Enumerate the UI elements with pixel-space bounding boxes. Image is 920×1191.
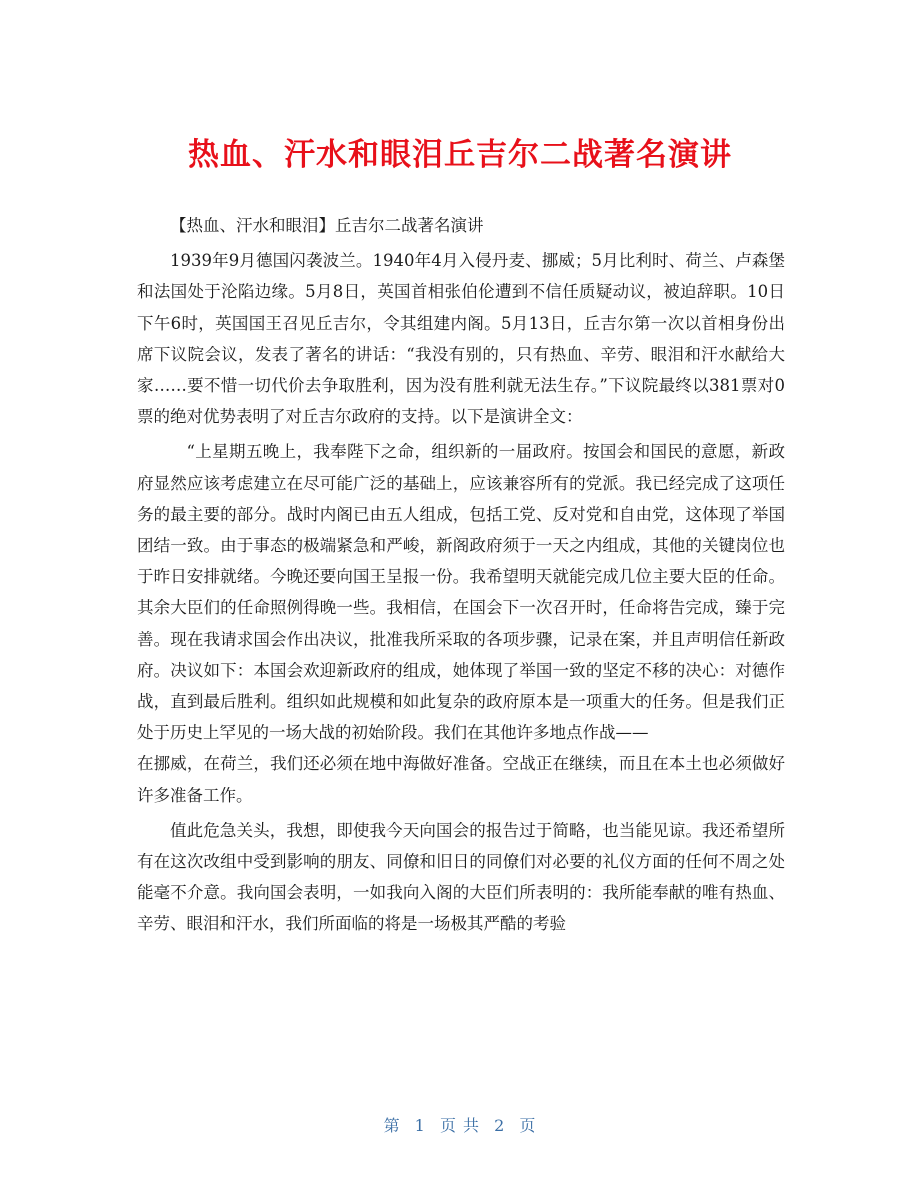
footer-current-page: 1: [414, 1116, 426, 1135]
page-footer: [0, 1113, 920, 1136]
speech-paragraph-2: 值此危急关头，我想，即使我今天向国会的报告过于简略，也当能见谅。我还希望所有在这次改组中受到影响的朋友、同僚和旧日的同僚们对必要的礼仪方面的任何不周之处能毫不介意。我向国会表明，一如我向入阁的大臣们所表明的：我所能奉献的唯有热血、辛劳、眼泪和汗水，我们所面临的将是一场极其严酷的考验: [137, 820, 785, 934]
speech-paragraph-1: “上星期五晚上，我奉陛下之命，组织新的一届政府。按国会和国民的意愿，新政府显然应该考虑建立在尽可能广泛的基础上，应该兼容所有的党派。我已经完成了这项任务的最主要的部分。战时内阁已由五人组成，包括工党、反对党和自由党，这体现了举国团结一致。由于事态的极端紧急和严峻，新阁政府须于一天之内组成，其他的关键岗位也于昨日安排就绪。今晚还要向国王呈报一份。我希望明天就能完成几位主要大臣的任命。其余大臣们的任命照例得晚一些。我相信，在国会下一次召开时，任命将告完成，臻于完善。现在我请求国会作出决议，批准我所采取的各项步骤，记录在案，并且声明信任新政府。决议如下：本国会欢迎新政府的组成，她体现了举国一致的坚定不移的决心：对德作战，直到最后胜利。组织如此规模和如此复杂的政府原本是一项重大的任务。但是我们正处于历史上罕见的一场大战的初始阶段。我们在其他许多地点作战——: [137, 442, 785, 743]
footer-total-pages: 2: [494, 1116, 506, 1135]
document-body: [137, 210, 785, 940]
speech-paragraph-1-continued: 在挪威，在荷兰，我们还必须在地中海做好准备。空战正在继续，而且在本土也必须做好许多准备工作。: [137, 754, 785, 805]
background-paragraph: 1939年9月德国闪袭波兰。1940年4月入侵丹麦、挪威；5月比利时、荷兰、卢森堡和法国处于沦陷边缘。5月8日，英国首相张伯伦遭到不信任质疑动议，被迫辞职。10日下午6时，英国国王召见丘吉尔，令其组建内阁。5月13日，丘吉尔第一次以首相身份出席下议院会议，发表了著名的讲话：“我没有别的，只有热血、辛劳、眼泪和汗水献给大家……要不惜一切代价去争取胜利，因为没有胜利就无法生存。”下议院最终以381票对0票的绝对优势表明了对丘吉尔政府的支持。以下是演讲全文：: [137, 251, 785, 427]
subtitle-paragraph: 【热血、汗水和眼泪】丘吉尔二战著名演讲: [170, 216, 484, 235]
footer-label-end: 页: [519, 1116, 537, 1135]
document-title: 热血、汗水和眼泪丘吉尔二战著名演讲: [188, 136, 732, 173]
footer-label-of: 页 共: [439, 1116, 481, 1135]
footer-label-page: 第: [383, 1116, 401, 1135]
